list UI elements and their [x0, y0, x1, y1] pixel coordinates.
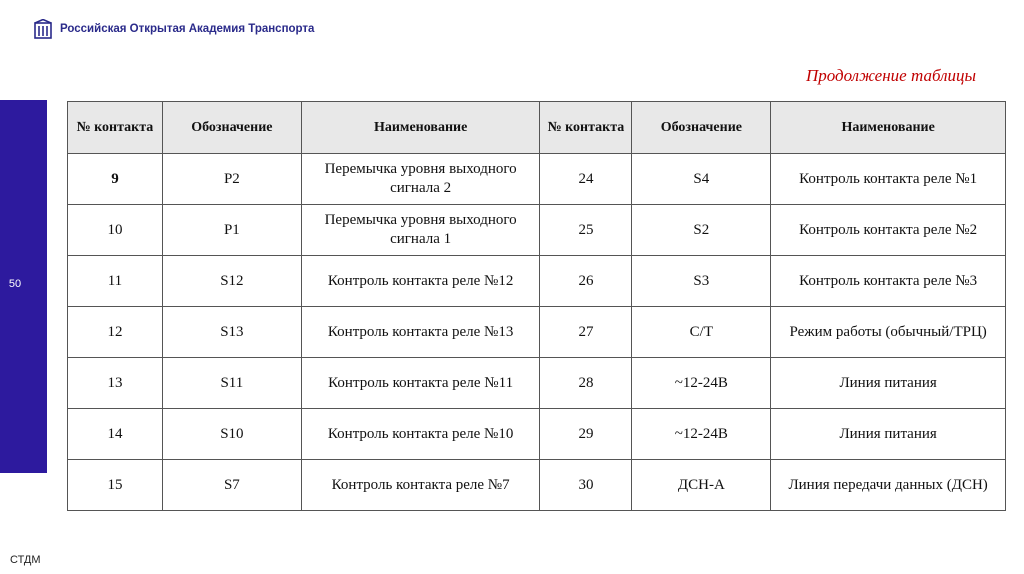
table-cell: Линия передачи данных (ДСН) — [771, 460, 1006, 511]
table-cell: Линия питания — [771, 358, 1006, 409]
table-cell: P2 — [162, 154, 301, 205]
continuation-label: Продолжение таблицы — [805, 66, 976, 85]
table-cell: ~12-24В — [632, 409, 771, 460]
table-cell: 9 — [68, 154, 163, 205]
table-cell: 26 — [540, 256, 632, 307]
table-row — [68, 205, 1006, 256]
column-header: Обозначение — [162, 102, 301, 154]
table-cell: 25 — [540, 205, 632, 256]
table-cell: 11 — [68, 256, 163, 307]
table-cell: Перемычка уровня выходного сигнала 1 — [301, 205, 540, 256]
table-cell: S7 — [162, 460, 301, 511]
table-cell: Контроль контакта реле №7 — [301, 460, 540, 511]
academy-logo-icon — [34, 19, 52, 39]
table-cell: 30 — [540, 460, 632, 511]
header — [34, 16, 314, 42]
table-cell: 27 — [540, 307, 632, 358]
table-cell: Перемычка уровня выходного сигнала 2 — [301, 154, 540, 205]
table-cell: Контроль контакта реле №2 — [771, 205, 1006, 256]
table-cell: Контроль контакта реле №1 — [771, 154, 1006, 205]
table-cell: Контроль контакта реле №10 — [301, 409, 540, 460]
table-cell: S2 — [632, 205, 771, 256]
table-cell: 24 — [540, 154, 632, 205]
column-header: № контакта — [540, 102, 632, 154]
table-row — [68, 460, 1006, 511]
column-header: Наименование — [301, 102, 540, 154]
table-cell: 29 — [540, 409, 632, 460]
table-cell: Линия питания — [771, 409, 1006, 460]
page-number: 50 — [8, 278, 22, 290]
table-row — [68, 154, 1006, 205]
column-header: Обозначение — [632, 102, 771, 154]
table-cell: Контроль контакта реле №12 — [301, 256, 540, 307]
table-cell: C/T — [632, 307, 771, 358]
table-cell: S4 — [632, 154, 771, 205]
table-cell: Контроль контакта реле №11 — [301, 358, 540, 409]
table-header-row — [68, 102, 1006, 154]
table-cell: P1 — [162, 205, 301, 256]
table-cell: 10 — [68, 205, 163, 256]
table-cell: 12 — [68, 307, 163, 358]
table-row — [68, 307, 1006, 358]
table-cell: S10 — [162, 409, 301, 460]
table-row — [68, 409, 1006, 460]
table-row — [68, 358, 1006, 409]
table-cell: ~12-24В — [632, 358, 771, 409]
table-cell: S11 — [162, 358, 301, 409]
table-cell: S12 — [162, 256, 301, 307]
table-cell: S13 — [162, 307, 301, 358]
column-header: № контакта — [68, 102, 163, 154]
table-cell: 13 — [68, 358, 163, 409]
table-cell: Режим работы (обычный/ТРЦ) — [771, 307, 1006, 358]
footer-label: СТДМ — [10, 554, 41, 566]
table-cell: 15 — [68, 460, 163, 511]
contacts-table — [67, 101, 1006, 511]
organization-name: Российская Открытая Академия Транспорта — [60, 23, 315, 35]
table-row — [68, 256, 1006, 307]
table-cell: Контроль контакта реле №3 — [771, 256, 1006, 307]
table-cell: Контроль контакта реле №13 — [301, 307, 540, 358]
table-cell: 14 — [68, 409, 163, 460]
table-cell: 28 — [540, 358, 632, 409]
table-cell: ДСН-А — [632, 460, 771, 511]
table-cell: S3 — [632, 256, 771, 307]
column-header: Наименование — [771, 102, 1006, 154]
